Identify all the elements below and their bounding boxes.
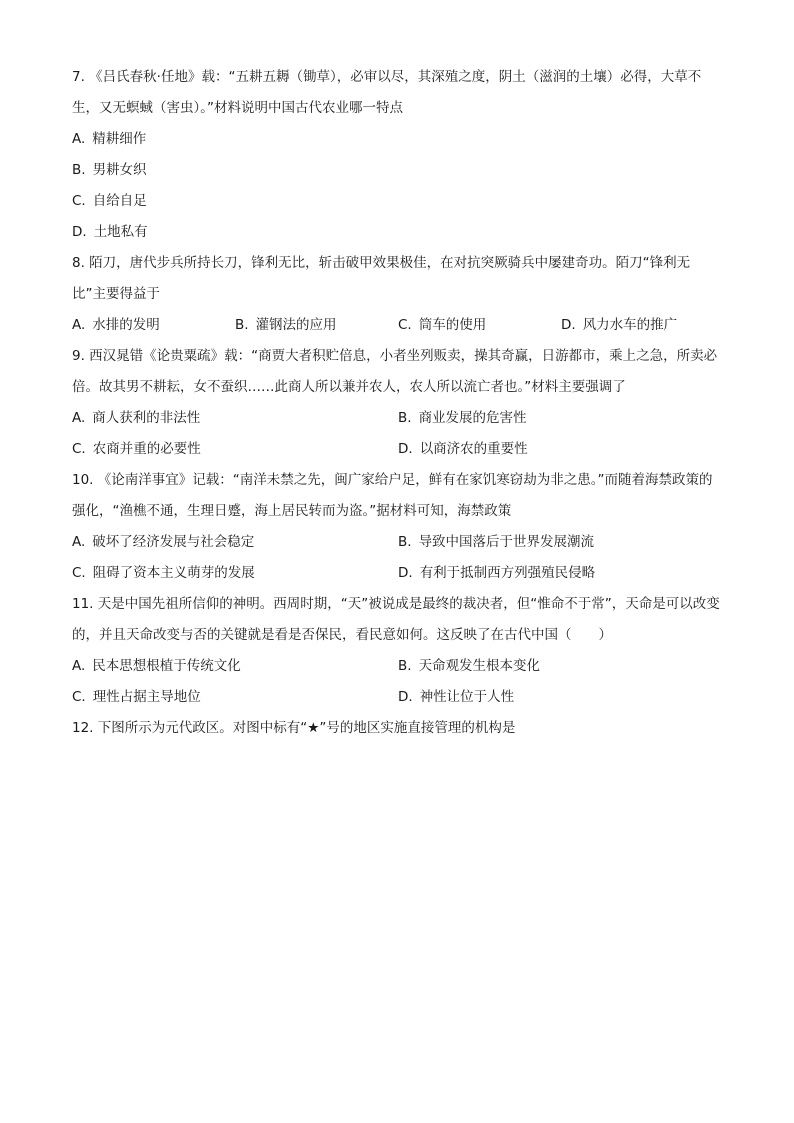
option-d: D. 以商济农的重要性 [398,441,528,457]
option-b: B. 灌钢法的应用 [235,317,337,333]
option-c: C. 理性占据主导地位 [72,689,201,705]
question-stem: 7. 《吕氏春秋·任地》载：“五耕五耨（锄草），必审以尽，其深殖之度，阴土（滋润的土壤）必得，大草不生，又无螟蜮（害虫）。”材料说明中国古代农业哪一特点 [72,69,702,116]
options-row [72,310,724,341]
option-d: D. 土地私有 [72,224,148,240]
option-c: C. 自给自足 [72,193,147,209]
question-stem: 12. 下图所示为元代政区。对图中标有“★”号的地区实施直接管理的机构是 [72,720,516,736]
option-c: C. 阻碍了资本主义萌芽的发展 [72,565,255,581]
question-8 [72,248,724,341]
question-7 [72,62,724,248]
option-d: D. 神性让位于人性 [398,689,515,705]
question-10 [72,465,724,589]
option-b: B. 天命观发生根本变化 [398,658,541,674]
question-stem: 10. 《论南洋事宜》记载：“南洋未禁之先，闽广家给户足，鲜有在家饥寒窃劫为非之患。”而随着海禁政策的强化，“渔樵不通，生理日蹙，海上居民转而为盗。”据材料可知，海禁政策 [72,472,713,519]
question-stem: 11. 天是中国先祖所信仰的神明。西周时期，“天”被说成是最终的裁决者，但“惟命不于常”，天命是可以改变的，并且天命改变与否的关键就是看是否保民，看民意如何。这反映了在古代中国（ ） [72,596,720,643]
option-b: B. 男耕女织 [72,162,147,178]
option-a: A. 破坏了经济发展与社会稳定 [72,534,255,550]
option-a: A. 精耕细作 [72,131,147,147]
option-c: C. 筒车的使用 [398,317,487,333]
option-d: D. 有利于抵制西方列强殖民侵略 [398,565,596,581]
options-row [72,682,724,713]
options-row [72,651,724,682]
question-11 [72,589,724,713]
options-row [72,434,724,465]
option-d: D. 风力水车的推广 [561,317,678,333]
question-stem: 8. 陌刀，唐代步兵所持长刀，锋利无比，斩击破甲效果极佳，在对抗突厥骑兵中屡建奇功。陌刀“锋利无比”主要得益于 [72,255,691,302]
options-row [72,558,724,589]
question-stem: 9. 西汉晁错《论贵粟疏》载：“商贾大者积贮倍息，小者坐列贩卖，操其奇赢，日游都市，乘上之急，所卖必倍。故其男不耕耘，女不蚕织……此商人所以兼并农人，农人所以流亡者也。”材料主要强调了 [72,348,718,395]
option-a: A. 商人获利的非法性 [72,410,201,426]
option-c: C. 农商并重的必要性 [72,441,201,457]
options-row [72,527,724,558]
question-9 [72,341,724,465]
option-b: B. 导致中国落后于世界发展潮流 [398,534,595,550]
option-b: B. 商业发展的危害性 [398,410,527,426]
option-a: A. 民本思想根植于传统文化 [72,658,241,674]
option-a: A. 水排的发明 [72,317,160,333]
options-row [72,403,724,434]
exam-page [72,62,724,744]
question-12 [72,713,724,744]
